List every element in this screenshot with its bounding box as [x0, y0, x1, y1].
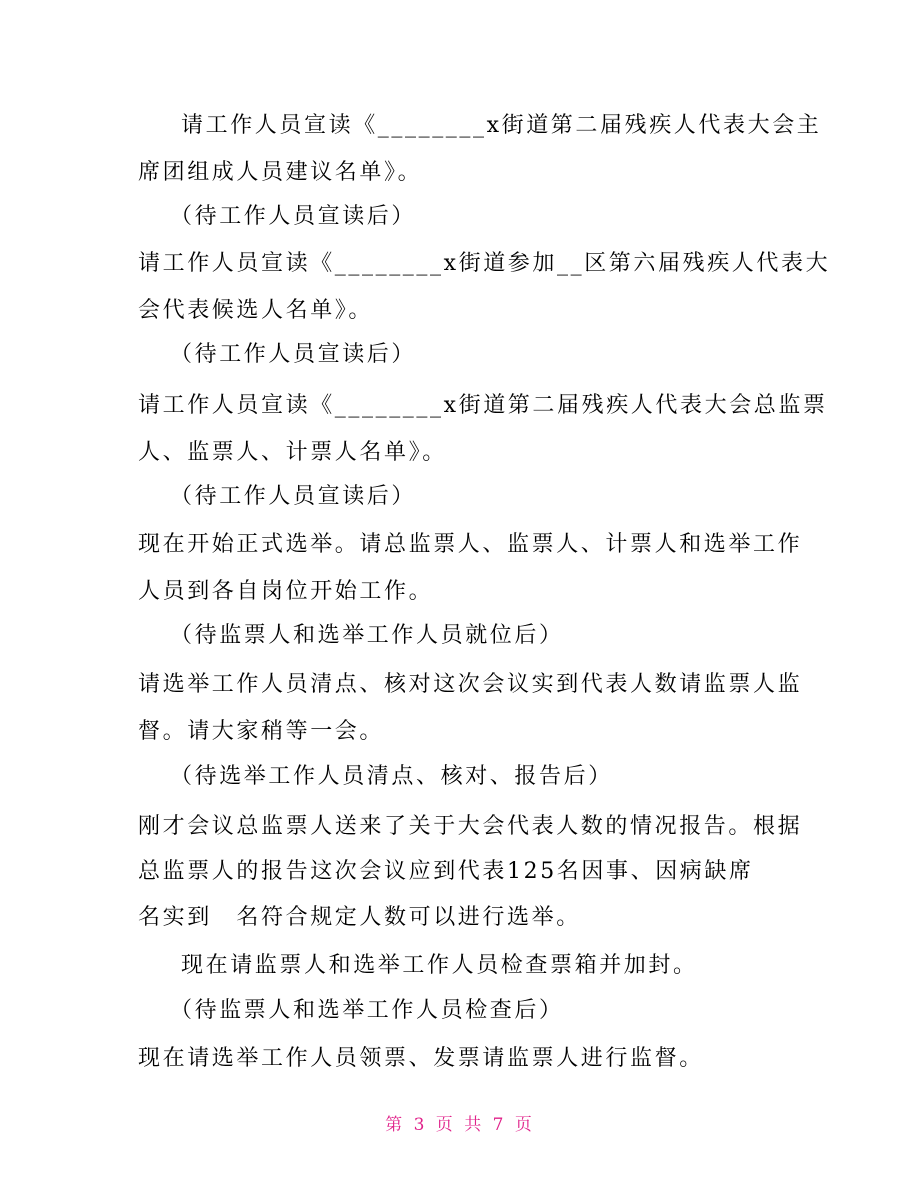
text-line-16: 刚才会议总监票人送来了关于大会代表人数的情况报告。根据	[138, 814, 803, 839]
text-line-17: 总监票人的报告这次会议应到代表125名因事、因病缺席	[138, 859, 754, 884]
text-line-14: 督。请大家稍等一会。	[138, 719, 385, 744]
text-line-19: 现在请监票人和选举工作人员检查票箱并加封。	[181, 953, 698, 978]
page-number-footer: 第 3 页 共 7 页	[385, 1115, 535, 1135]
text-line-15: （待选举工作人员清点、核对、报告后）	[170, 764, 613, 789]
text-line-5: 会代表候选人名单》。	[138, 298, 374, 323]
text-line-2: 席团组成人员建议名单》。	[138, 160, 423, 185]
text-line-21: 现在请选举工作人员领票、发票请监票人进行监督。	[138, 1046, 704, 1071]
text-line-13: 请选举工作人员清点、核对这次会议实到代表人数请监票人监	[138, 672, 803, 697]
text-line-1: 请工作人员宣读《________x街道第二届残疾人代表大会主	[181, 113, 822, 138]
text-line-6: （待工作人员宣读后）	[170, 342, 417, 367]
text-line-18: 名实到 名符合规定人数可以进行选举。	[138, 905, 581, 930]
text-line-4: 请工作人员宣读《________x街道参加__区第六届残疾人代表大	[138, 251, 831, 276]
text-line-10: 现在开始正式选举。请总监票人、监票人、计票人和选举工作	[138, 532, 803, 557]
text-line-11: 人员到各自岗位开始工作。	[138, 579, 434, 604]
text-line-12: （待监票人和选举工作人员就位后）	[170, 623, 564, 648]
text-line-20: （待监票人和选举工作人员检查后）	[170, 998, 564, 1023]
text-line-3: （待工作人员宣读后）	[170, 204, 417, 229]
text-line-9: （待工作人员宣读后）	[170, 484, 417, 509]
text-line-8: 人、监票人、计票人名单》。	[138, 440, 447, 465]
text-line-7: 请工作人员宣读《________x街道第二届残疾人代表大会总监票	[138, 393, 828, 418]
